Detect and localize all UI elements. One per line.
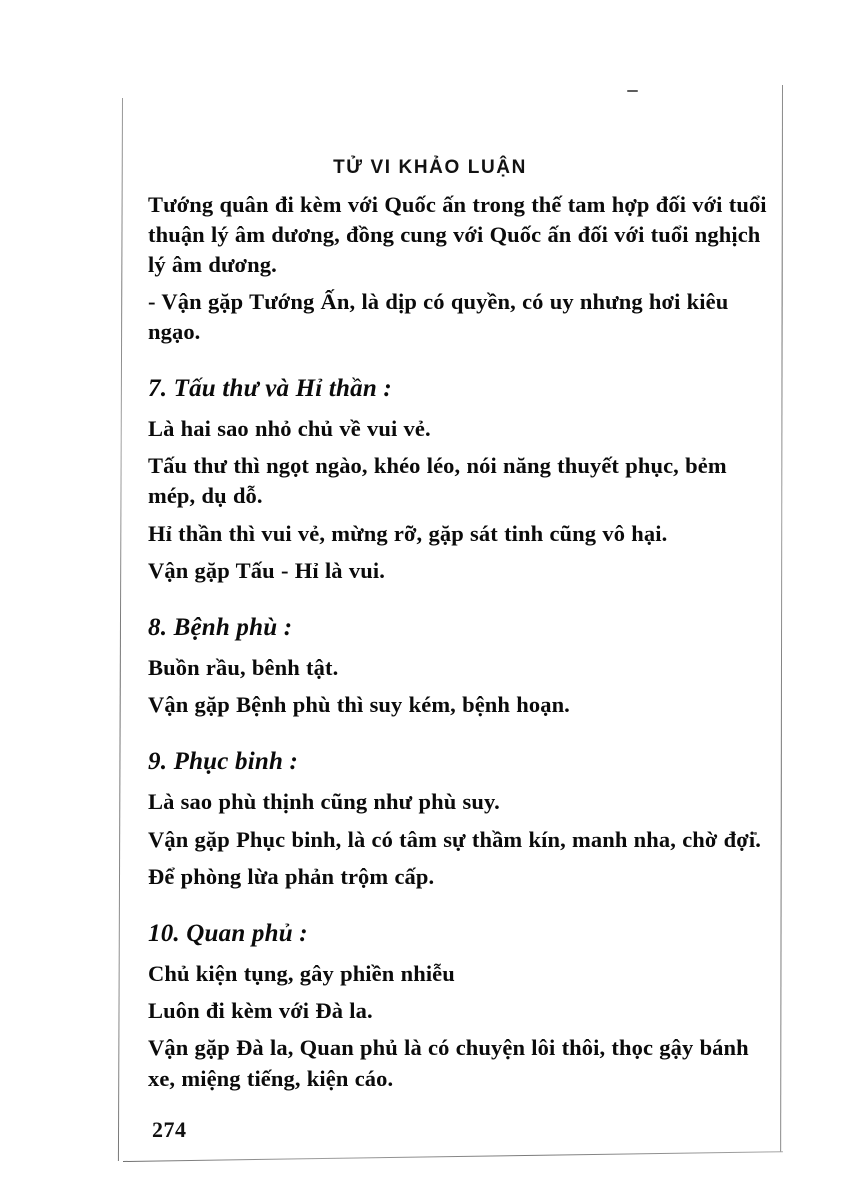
paragraph: Tấu thư thì ngọt ngào, khéo léo, nói năng thuyết phục, bẻm mép, dụ dỗ. [148, 453, 727, 509]
paragraph: Hỉ thần thì vui vẻ, mừng rỡ, gặp sát tinh cũng vô hại. [148, 520, 668, 546]
section-heading: 10. Quan phủ : [148, 920, 308, 948]
paragraph: Là hai sao nhỏ chủ về vui vẻ. [148, 416, 431, 442]
section-7 [148, 373, 780, 586]
paragraph: Để phòng lừa phản trộm cấp. [148, 863, 435, 889]
page-frame-left-rule [118, 98, 123, 1161]
body-text-column [148, 190, 780, 1101]
paragraph: Luôn đi kèm với Đà la. [148, 998, 373, 1024]
paragraph: Chủ kiện tụng, gây phiền nhiễu [148, 961, 455, 987]
paragraph: Buồn rầu, bênh tật. [148, 655, 339, 681]
paragraph: Là sao phù thịnh cũng như phù suy. [148, 789, 500, 815]
scan-artifact-dash-icon [627, 90, 638, 92]
page-frame-bottom-rule [123, 1151, 783, 1162]
paragraph: Vận gặp Phục binh, là có tâm sự thầm kín, manh nha, chờ đợi. [148, 826, 761, 852]
paragraph: Vận gặp Tấu - Hỉ là vui. [148, 557, 385, 583]
section-8 [148, 612, 780, 720]
paragraph: Vận gặp Bệnh phù thì suy kém, bệnh hoạn. [148, 692, 570, 718]
page-frame-right-rule [780, 85, 783, 1152]
page-number: 274 [152, 1117, 187, 1142]
section-9 [148, 746, 780, 892]
section-heading: 7. Tấu thư và Hỉ thần : [148, 375, 392, 403]
section-10 [148, 918, 780, 1094]
paragraph: Vận gặp Đà la, Quan phủ là có chuyện lôi thôi, thọc gậy bánh xe, miệng tiếng, kiện cáo. [148, 1035, 749, 1091]
section-heading: 9. Phục binh : [148, 748, 299, 776]
running-head: TỬ VI KHẢO LUẬN [333, 157, 527, 178]
section-heading: 8. Bệnh phù : [148, 614, 293, 642]
paragraph: - Vận gặp Tướng Ấn, là dịp có quyền, có uy nhưng hơi kiêu ngạo. [148, 288, 729, 344]
paragraph: Tướng quân đi kèm với Quốc ấn trong thế tam hợp đối với tuổi thuận lý âm dương, đồng cung với Quốc ấn đối với tuổi nghịch lý âm dương. [148, 192, 767, 278]
